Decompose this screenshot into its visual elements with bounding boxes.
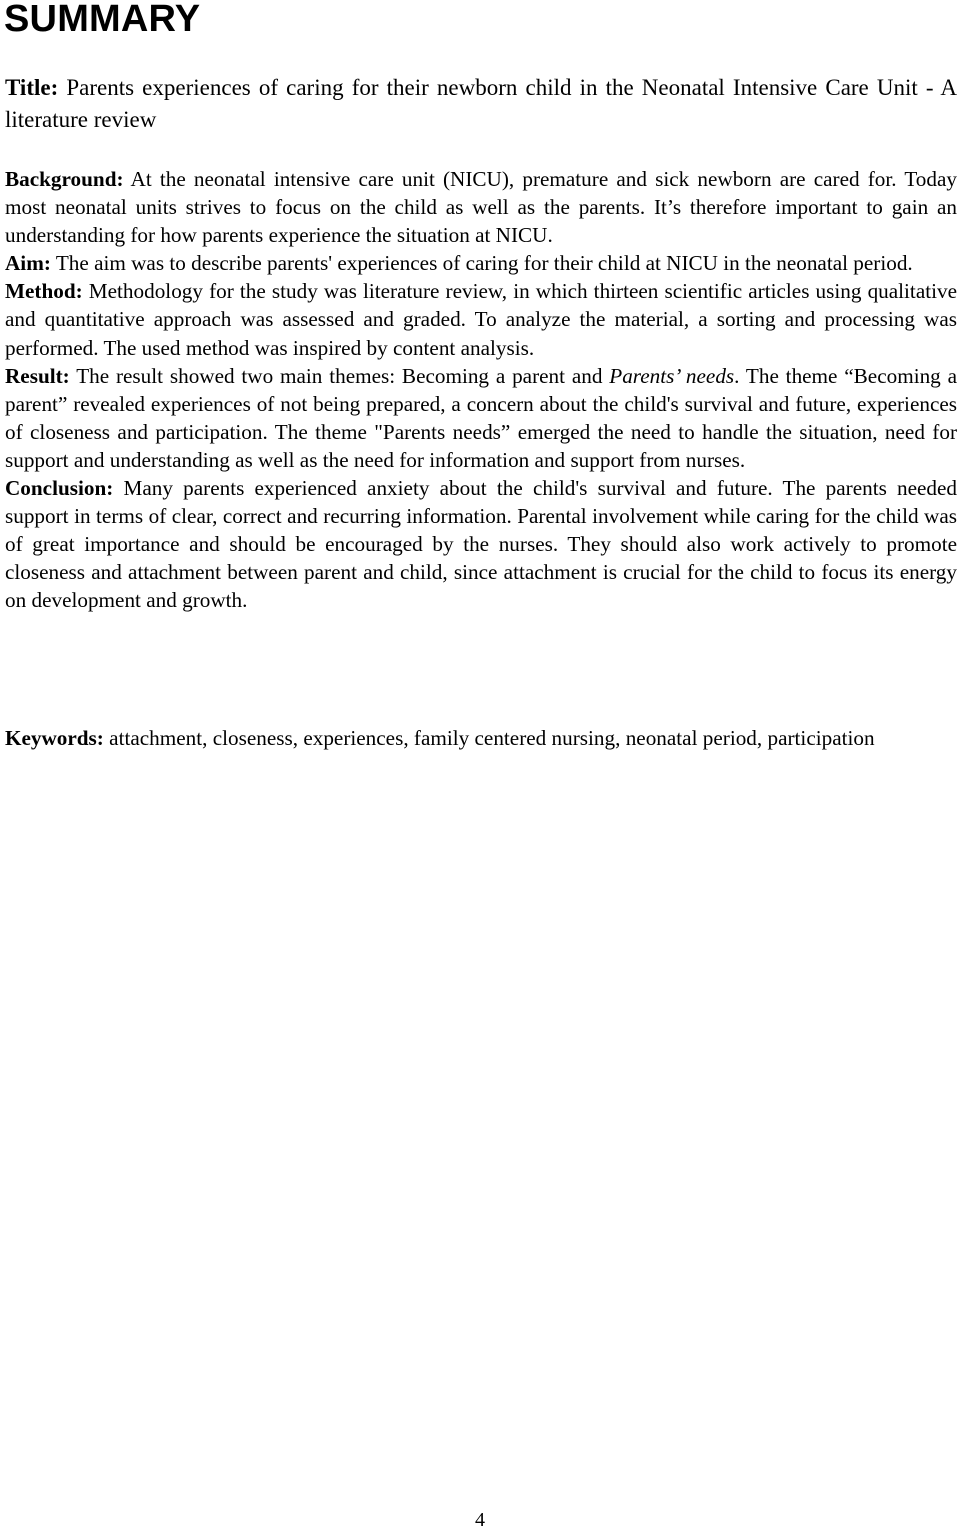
result-text-before: The result showed two main themes: Becoming a parent and [76, 363, 610, 388]
title-paragraph [5, 72, 957, 136]
method-label: Method: [5, 279, 83, 304]
method-text: Methodology for the study was literature review, in which thirteen scientific articles using qualitative and quantitative approach was assessed and graded. To analyze the material, a sorting and processing was performed. The used method was inspired by content analysis. [5, 279, 957, 360]
aim-label: Aim: [5, 251, 51, 276]
result-text-after: . The theme “Becoming a parent” revealed experiences of not being prepared, a concern about the child's survival and future, experiences of closeness and participation. The theme "Parents needs” emerged the need to handle the situation, need for support and understanding as well as the need for information and support from nurses. [5, 363, 957, 472]
background-text: At the neonatal intensive care unit (NICU), premature and sick newborn are cared for. Today most neonatal units strives to focus on the child as well as the parents. It’s therefore important to gain an understanding for how parents experience the situation at NICU. [5, 167, 957, 248]
result-paragraph [5, 362, 957, 474]
conclusion-text: Many parents experienced anxiety about the child's survival and future. The parents needed support in terms of clear, correct and recurring information. Parental involvement while caring for the child was of great importance and should be encouraged by the nurses. They should also work actively to promote closeness and attachment between parent and child, since attachment is crucial for the child to focus its energy on development and growth. [5, 476, 958, 613]
summary-sections [5, 165, 957, 615]
keywords-label: Keywords: [5, 726, 104, 750]
conclusion-label: Conclusion: [5, 476, 114, 501]
background-label: Background: [5, 167, 124, 191]
keywords-paragraph [5, 724, 957, 752]
result-text-italic: Parents’ needs [609, 363, 735, 388]
page-number: 4 [475, 1509, 485, 1531]
conclusion-paragraph [5, 474, 957, 614]
title-text: Parents experiences of caring for their newborn child in the Neonatal Intensive Care Unit - A literature review [5, 75, 958, 132]
summary-heading: SUMMARY [4, 0, 201, 40]
result-label: Result: [5, 363, 70, 388]
aim-text: The aim was to describe parents' experiences of caring for their child at NICU in the neonatal period. [55, 251, 913, 276]
background-paragraph [5, 165, 957, 249]
aim-paragraph [5, 249, 957, 277]
keywords-text: attachment, closeness, experiences, family centered nursing, neonatal period, participation [109, 726, 875, 750]
title-label: Title: [5, 75, 59, 100]
method-paragraph [5, 277, 957, 361]
